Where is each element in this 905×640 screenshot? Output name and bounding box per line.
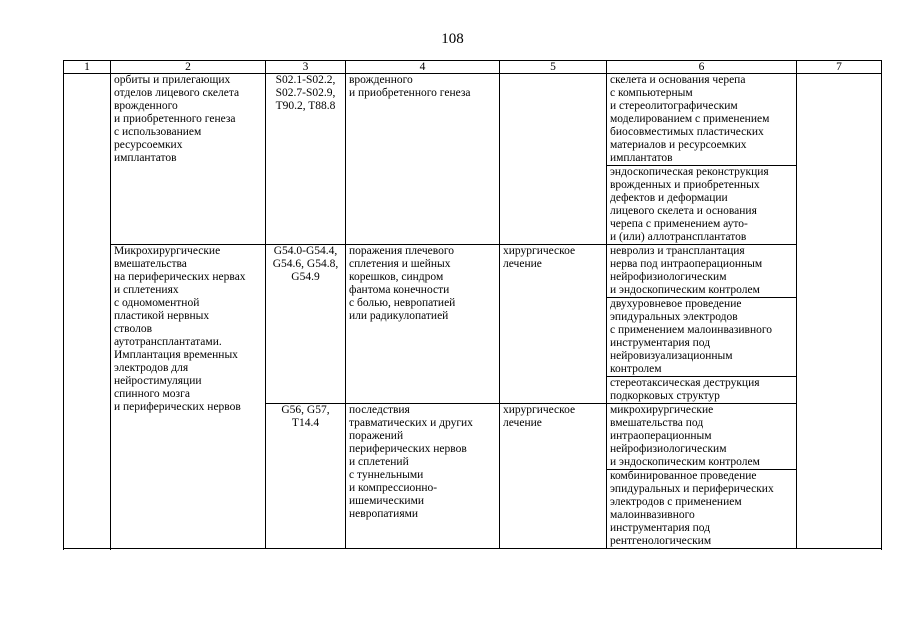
intervention-cell: Микрохирургические вмешательства на периферических нервах и сплетениях с одномоментной пластикой нервных стволов аутотрансплантатами. Имплантация временных электродов для нейростимуляции спинного мозга и периферических нервов	[111, 245, 266, 549]
patient-model-cell: последствия травматических и других поражений периферических нервов и сплетений с туннельными и компрессионно- ишемическими невропатиями	[346, 404, 500, 549]
column-header-2: 2	[111, 61, 266, 74]
column-header-1: 1	[64, 61, 111, 74]
patient-model-cell: врожденного и приобретенного генеза	[346, 74, 500, 245]
method-cell: невролиз и трансплантация нерва под интраоперационным нейрофизиологическим и эндоскопическим контролем	[607, 245, 797, 298]
patient-model-cell: поражения плечевого сплетения и шейных корешков, синдром фантома конечности с болью, невропатией или радикулопатией	[346, 245, 500, 404]
treatment-type-cell: хирургическое лечение	[500, 245, 607, 404]
icd-codes-cell: G56, G57, T14.4	[266, 404, 346, 549]
empty-norm-cell	[797, 74, 882, 549]
method-cell: комбинированное проведение эпидуральных и периферических электродов с применением малоинвазивного инструментария под рентгенологическим	[607, 470, 797, 549]
method-cell: двухуровневое проведение эпидуральных электродов с применением малоинвазивного инструментария под нейровизуализационным контролем	[607, 298, 797, 377]
header-row	[64, 61, 882, 74]
method-cell: эндоскопическая реконструкция врожденных и приобретенных дефектов и деформации лицевого скелета и основания черепа с применением ауто- и (или) аллотрансплантатов	[607, 166, 797, 245]
intervention-cell: орбиты и прилегающих отделов лицевого скелета врожденного и приобретенного генеза с использованием ресурсоемких имплантатов	[111, 74, 266, 245]
column-header-7: 7	[797, 61, 882, 74]
method-cell: микрохирургические вмешательства под интраоперационным нейрофизиологическим и эндоскопическим контролем	[607, 404, 797, 470]
table-row	[64, 245, 882, 298]
icd-codes-cell: G54.0-G54.4, G54.6, G54.8, G54.9	[266, 245, 346, 404]
page-number: 108	[441, 31, 464, 47]
column-header-5: 5	[500, 61, 607, 74]
medical-care-table	[63, 60, 882, 549]
empty-number-cell	[64, 74, 111, 549]
treatment-type-cell	[500, 74, 607, 245]
method-cell: стереотаксическая деструкция подкорковых структур	[607, 377, 797, 404]
method-cell: скелета и основания черепа с компьютерным и стереолитографическим моделированием с применением биосовместимых пластических материалов и ресурсоемких имплантатов	[607, 74, 797, 166]
treatment-type-cell: хирургическое лечение	[500, 404, 607, 549]
table-row	[64, 74, 882, 166]
column-header-3: 3	[266, 61, 346, 74]
column-header-4: 4	[346, 61, 500, 74]
column-header-6: 6	[607, 61, 797, 74]
icd-codes-cell: S02.1-S02.2, S02.7-S02.9, T90.2, T88.8	[266, 74, 346, 245]
